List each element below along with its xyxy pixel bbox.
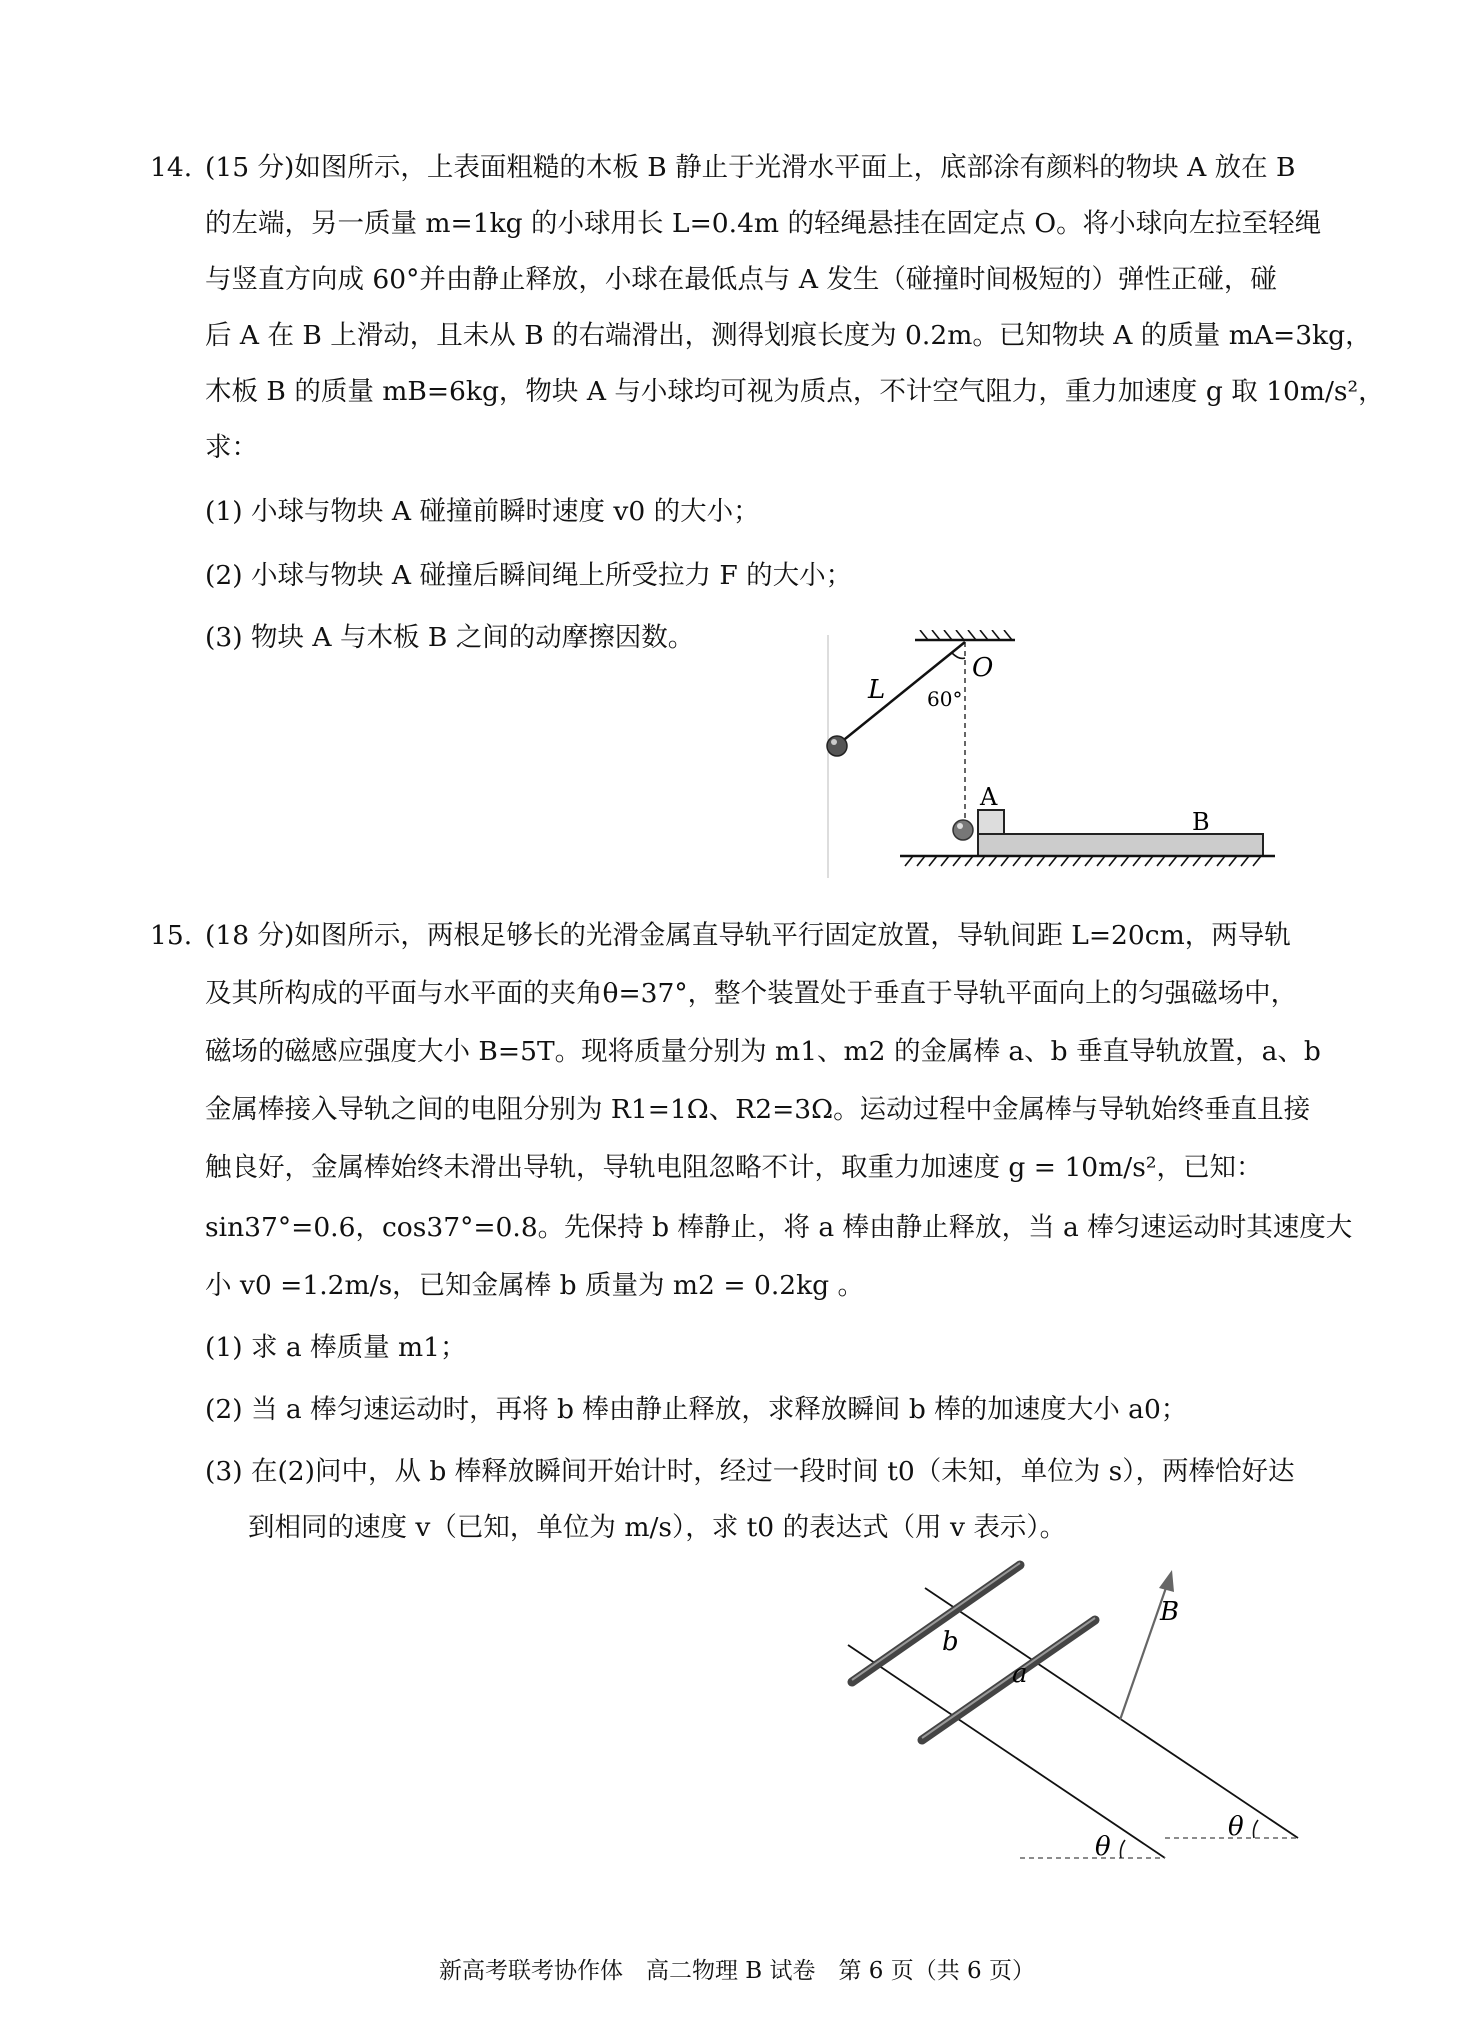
theta-arc-upper <box>1254 1820 1259 1838</box>
q15-sub-3-cont: 到相同的速度 v（已知，单位为 m/s），求 t0 的表达式（用 v 表示）。 <box>248 1512 1067 1543</box>
q15-line-3: 磁场的磁感应强度大小 B=5T。现将质量分别为 m1、m2 的金属棒 a、b 垂直导轨放置，a、b <box>205 1036 1321 1067</box>
q15-sub-3: (3) 在(2)问中，从 b 棒释放瞬间开始计时，经过一段时间 t0（未知，单位为 s），两棒恰好达 <box>205 1456 1295 1487</box>
q15-line-4: 金属棒接入导轨之间的电阻分别为 R1=1Ω、R2=3Ω。运动过程中金属棒与导轨始终垂直且接 <box>205 1094 1311 1125</box>
q14-line-3: 与竖直方向成 60°并由静止释放，小球在最低点与 A 发生（碰撞时间极短的）弹性正碰，碰 <box>205 264 1277 295</box>
ball-bottom-highlight <box>957 823 963 829</box>
rod-b-highlight <box>852 1563 1020 1680</box>
q14-line-1: (15 分)如图所示，上表面粗糙的木板 B 静止于光滑水平面上，底部涂有颜料的物块 A 放在 B <box>205 152 1296 183</box>
q14-line-4: 后 A 在 B 上滑动，且未从 B 的右端滑出，测得划痕长度为 0.2m。已知物块 A 的质量 mA=3kg， <box>205 320 1372 351</box>
label-A: A <box>980 783 998 811</box>
q14-line-2: 的左端，另一质量 m=1kg 的小球用长 L=0.4m 的轻绳悬挂在固定点 O。将小球向左拉至轻绳 <box>205 208 1322 239</box>
ball-highlight <box>831 739 837 745</box>
label-B-field: B <box>1160 1597 1180 1627</box>
q14-sub-2: (2) 小球与物块 A 碰撞后瞬间绳上所受拉力 F 的大小； <box>205 560 853 591</box>
angle-arc <box>952 653 965 658</box>
page-footer: 新高考联考协作体 高二物理 B 试卷 第 6 页（共 6 页） <box>438 1958 1036 1984</box>
ball-displaced <box>827 736 847 756</box>
label-theta-lower: θ <box>1095 1832 1111 1862</box>
block-A <box>978 810 1004 834</box>
q14-number: 14. <box>150 152 193 183</box>
q15-line-2: 及其所构成的平面与水平面的夹角θ=37°，整个装置处于垂直于导轨平面向上的匀强磁场中， <box>205 978 1298 1009</box>
label-b: b <box>942 1627 959 1657</box>
theta-arc-lower <box>1121 1840 1126 1858</box>
rod-b <box>852 1565 1020 1682</box>
label-L: L <box>868 675 886 705</box>
label-angle-60: 60° <box>927 687 963 711</box>
q14-figure <box>800 630 1300 890</box>
rail-upper <box>925 1588 1298 1838</box>
board-B <box>978 834 1263 856</box>
q15-line-6: sin37°=0.6，cos37°=0.8。先保持 b 棒静止，将 a 棒由静止释放，当 a 棒匀速运动时其速度大 <box>205 1212 1353 1243</box>
label-theta-upper: θ <box>1228 1812 1244 1842</box>
q15-line-7: 小 v0 =1.2m/s，已知金属棒 b 质量为 m2 = 0.2kg 。 <box>205 1270 865 1301</box>
ceiling-hatch <box>920 630 1012 640</box>
q14-sub-3: (3) 物块 A 与木板 B 之间的动摩擦因数。 <box>205 622 695 653</box>
q14-line-6: 求： <box>205 432 258 463</box>
q15-sub-1: (1) 求 a 棒质量 m1； <box>205 1332 467 1363</box>
q15-number: 15. <box>150 920 193 951</box>
label-B: B <box>1192 808 1210 836</box>
q15-sub-2: (2) 当 a 棒匀速运动时，再将 b 棒由静止释放，求释放瞬间 b 棒的加速度大小 a0； <box>205 1394 1188 1425</box>
q14-line-5: 木板 B 的质量 mB=6kg，物块 A 与小球均可视为质点，不计空气阻力，重力加速度 g 取 10m/s²， <box>205 376 1385 407</box>
label-a: a <box>1012 1659 1028 1689</box>
b-field-arrow-head <box>1159 1570 1174 1592</box>
q15-figure <box>820 1550 1320 1870</box>
label-O: O <box>972 653 994 683</box>
ball-bottom <box>953 820 973 840</box>
q14-sub-1: (1) 小球与物块 A 碰撞前瞬时速度 v0 的大小； <box>205 496 760 527</box>
q15-line-5: 触良好，金属棒始终未滑出导轨，导轨电阻忽略不计，取重力加速度 g = 10m/s²，已知： <box>205 1152 1263 1183</box>
floor-hatch <box>905 856 1261 866</box>
q15-line-1: (18 分)如图所示，两根足够长的光滑金属直导轨平行固定放置，导轨间距 L=20cm，两导轨 <box>205 920 1291 951</box>
